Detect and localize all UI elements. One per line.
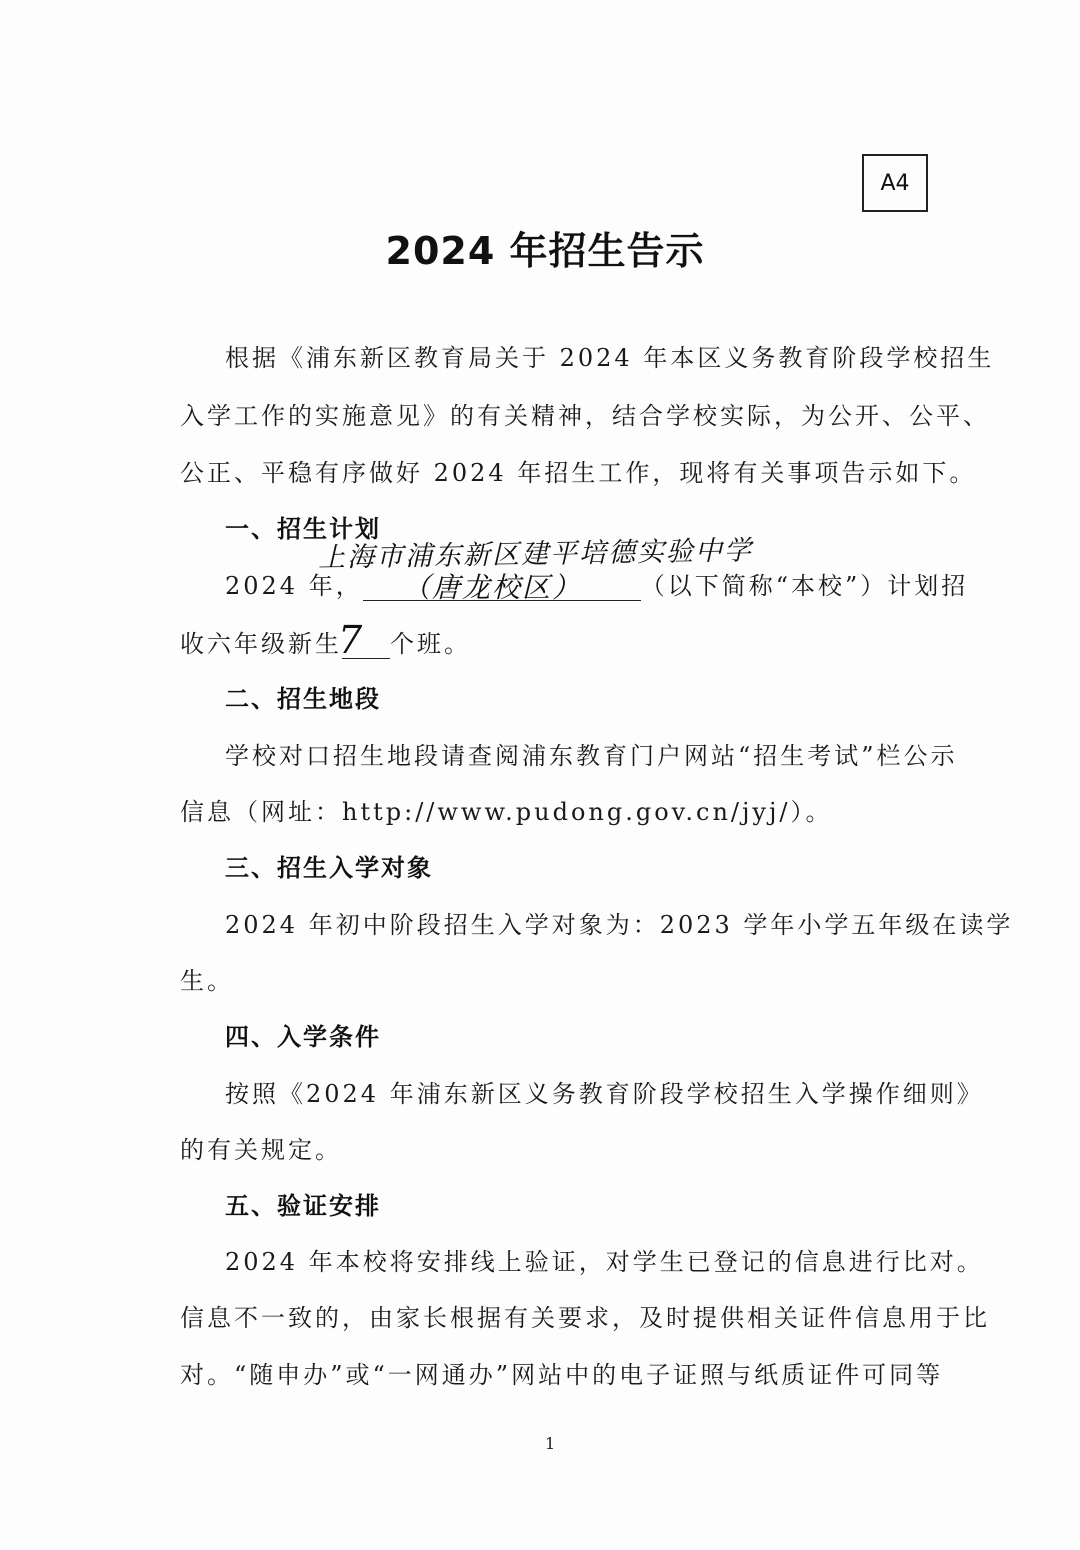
form-code-box: A4 [862,154,928,212]
verify-line-3: 对。“随申办”或“一网通办”网站中的电子证照与纸质证件可同等 [180,1361,944,1389]
section-4-heading: 四、入学条件 [225,1023,381,1051]
handwritten-class-count: 7 [338,618,365,662]
condition-line-2: 的有关规定。 [180,1136,342,1164]
document-title: 2024 年招生告示 [385,229,705,273]
intro-line-1: 根据《浦东新区教育局关于 2024 年本区义务教育阶段学校招生 [225,344,995,372]
district-line-2: 信息（网址：http://www.pudong.gov.cn/jyj/）。 [180,798,833,826]
plan-line-2-prefix: 收六年级新生 [180,630,342,658]
handwritten-school-name: 上海市浦东新区建平培德实验中学 [317,535,754,574]
plan-line-2 [180,629,471,659]
page-number: 1 [545,1434,556,1453]
district-line-1: 学校对口招生地段请查阅浦东教育门户网站“招生考试”栏公示 [225,742,958,770]
target-line-1: 2024 年初中阶段招生入学对象为：2023 学年小学五年级在读学 [225,911,1014,939]
target-line-2: 生。 [180,967,234,995]
plan-line-2-suffix: 个班。 [390,630,471,658]
plan-year-text: 2024 年， [225,572,363,600]
section-5-heading: 五、验证安排 [225,1192,381,1220]
section-3-heading: 三、招生入学对象 [225,854,433,882]
plan-line-1-suffix: （以下简称“本校”）计划招 [640,572,969,600]
verify-line-2: 信息不一致的，由家长根据有关要求，及时提供相关证件信息用于比 [180,1304,990,1332]
section-2-heading: 二、招生地段 [225,685,381,713]
intro-line-3: 公正、平稳有序做好 2024 年招生工作，现将有关事项告示如下。 [180,459,977,487]
intro-line-2: 入学工作的实施意见》的有关精神，结合学校实际，为公开、公平、 [180,402,990,430]
verify-line-1: 2024 年本校将安排线上验证，对学生已登记的信息进行比对。 [225,1248,984,1276]
condition-line-1: 按照《2024 年浦东新区义务教育阶段学校招生入学操作细则》 [225,1080,984,1108]
plan-line-1 [225,571,968,601]
handwritten-campus: （唐龙校区） [402,571,583,604]
section-1-heading: 一、招生计划 [225,515,381,543]
